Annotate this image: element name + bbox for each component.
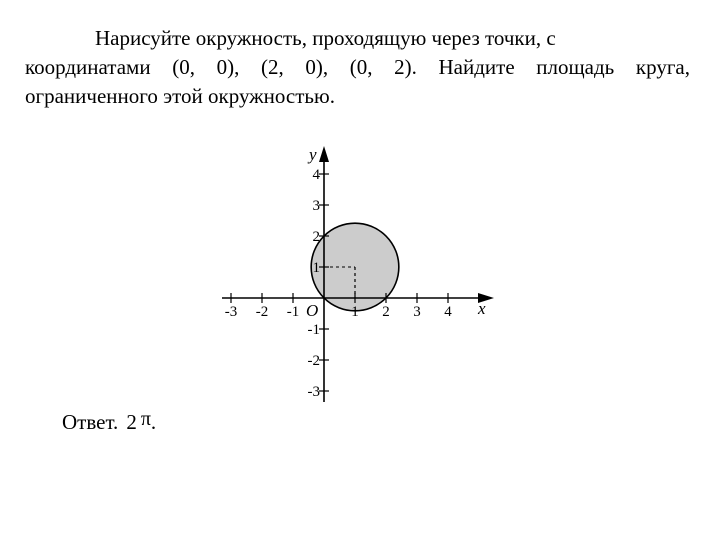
problem-line-2: координатами (0, 0), (2, 0), (0, 2). Найдите площадь круга, xyxy=(25,55,690,79)
origin-label: O xyxy=(306,301,319,320)
x-tick-label: -2 xyxy=(255,304,269,320)
pi-symbol: π xyxy=(140,408,151,430)
answer-period: . xyxy=(150,410,157,434)
x-axis-label: x xyxy=(478,299,486,318)
y-axis-label: y xyxy=(309,145,317,164)
problem-line-1: Нарисуйте окружность, проходящую через точки, с xyxy=(95,26,556,50)
x-tick-label: 1 xyxy=(351,304,359,320)
y-tick-label: -1 xyxy=(307,322,320,338)
answer-label: Ответ. xyxy=(62,410,119,434)
x-tick-label: 2 xyxy=(382,304,390,320)
x-tick-label: 3 xyxy=(413,304,421,320)
y-tick-label: 1 xyxy=(312,260,320,276)
y-tick-label: -2 xyxy=(307,353,320,369)
answer-value: 2 xyxy=(126,410,137,434)
y-tick-label: 2 xyxy=(312,229,320,245)
x-tick-label: -3 xyxy=(224,304,238,320)
x-tick-label: -1 xyxy=(286,304,300,320)
x-tick-label: 4 xyxy=(444,304,452,320)
y-tick-label: 3 xyxy=(312,198,320,214)
y-tick-label: 4 xyxy=(312,167,320,183)
y-tick-label: -3 xyxy=(307,384,320,400)
answer-line xyxy=(62,410,156,435)
y-axis-arrow xyxy=(319,146,329,162)
problem-line-3: ограниченного этой окружностью. xyxy=(25,84,335,108)
